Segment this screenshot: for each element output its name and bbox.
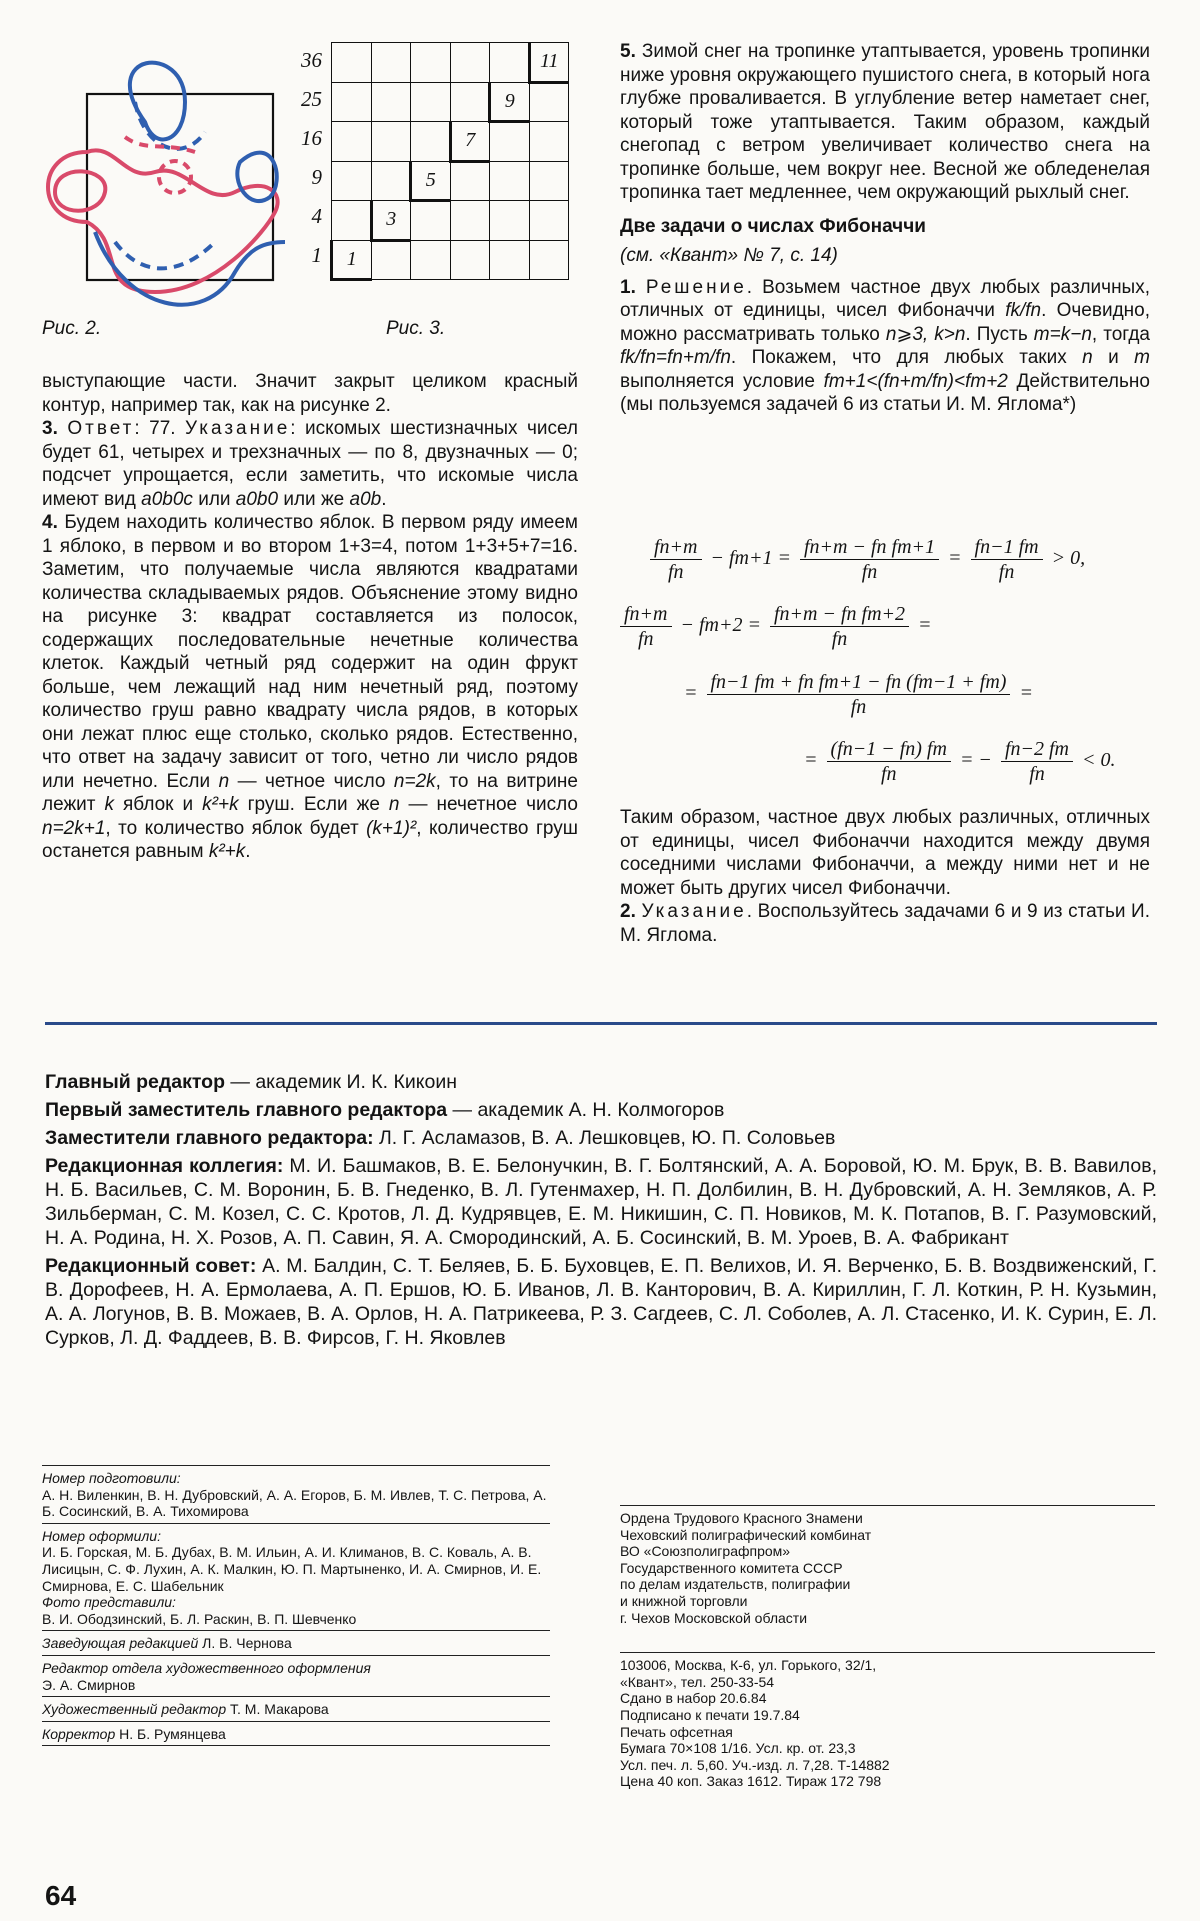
eq-den: fn <box>880 763 897 785</box>
text-run: — нечетное число <box>399 794 579 815</box>
eq-op: < 0. <box>1082 749 1116 772</box>
formula: n <box>1082 347 1093 368</box>
figure-3-grid <box>330 42 569 281</box>
text-run: груш. Если же <box>238 794 389 815</box>
fig3-diag-number: 9 <box>490 82 530 122</box>
text-run: . Пусть <box>965 323 1034 345</box>
value: — академик А. Н. Колмогоров <box>447 1099 725 1121</box>
fig3-row-label: 1 <box>311 243 322 267</box>
formula: a0b <box>349 488 382 510</box>
publication-line: 103006, Москва, К-6, ул. Горького, 32/1, <box>620 1657 877 1674</box>
eq-op: = − <box>959 749 992 772</box>
editorial-board <box>45 1070 1157 1354</box>
text-run: , то количество яблок будет <box>105 817 367 839</box>
fig3-diag-number: 3 <box>371 201 411 241</box>
text-run: выполняется условие <box>620 370 824 392</box>
publication-line: Сдано в набор 20.6.84 <box>620 1690 767 1707</box>
formula: m=k−n <box>1033 323 1092 345</box>
printer-line: Ордена Трудового Красного Знамени <box>620 1510 863 1526</box>
item-number: 5. <box>620 41 636 62</box>
formula: k²+k <box>208 841 246 862</box>
eq-den: fn <box>831 628 848 650</box>
designed-label: Номер оформили: <box>42 1527 161 1544</box>
text-run: . <box>381 488 387 510</box>
publication-line: «Квант», тел. 250-33-54 <box>620 1673 775 1690</box>
eq-num: fn+m − fn fm+2 <box>770 602 909 627</box>
paragraph-4 <box>42 511 578 864</box>
formula: m <box>1134 347 1150 368</box>
paragraph-5 <box>620 40 1150 205</box>
printer-line: Чеховский полиграфический комбинат <box>620 1526 872 1543</box>
proofreader <box>42 1726 550 1743</box>
prepared-label: Номер подготовили: <box>42 1470 181 1486</box>
label: Главный редактор <box>45 1071 225 1093</box>
fig3-row-label: 25 <box>301 87 322 111</box>
formula: n <box>218 770 230 792</box>
publication-line: Цена 40 коп. Заказ 1612. Тираж 172 798 <box>620 1773 882 1790</box>
formula: n=2k <box>393 770 436 792</box>
publication-line: Печать офсетная <box>620 1723 733 1740</box>
figure-3-caption: Рис. 3. <box>386 318 446 339</box>
first-deputy <box>45 1098 1157 1122</box>
value: Т. М. Макарова <box>226 1701 329 1718</box>
eq-num: (fn−1 − fn) fm <box>827 737 951 762</box>
eq-op: = <box>1019 682 1033 705</box>
formula: (k+1)² <box>366 817 417 839</box>
label: Корректор <box>42 1725 116 1742</box>
printer-line: и книжной торговли <box>620 1592 748 1609</box>
value: Н. Б. Румянцева <box>115 1725 226 1742</box>
text-run: . Очевидно, можно рассматривать только <box>620 300 1151 345</box>
text-run: . Покажем, что для любых таких <box>730 347 1083 368</box>
section-divider <box>45 1022 1157 1025</box>
value: Л. В. Чернова <box>198 1635 292 1652</box>
red-inner-left <box>55 171 105 210</box>
text-run: . Возьмем частное двух любых различных, отличных от единицы, чисел Фибоначчи <box>620 276 1150 321</box>
text-run: : 77. <box>134 418 186 439</box>
eq-op: = <box>684 682 698 705</box>
formula: fk/fn=fn+m/fn <box>620 347 731 368</box>
prepared-names: А. Н. Виленкин, В. Н. Дубровский, А. А. Егоров, Б. М. Ивлев, Т. С. Петрова, А. Б. Сосинский, В. А. Тихомирова <box>42 1486 547 1520</box>
value: М. И. Башмаков, В. Е. Белонучкин, В. Г. Болтянский, А. А. Боровой, Ю. М. Брук, В. В. Вавилов, Н. Б. Васильев, С. М. Воронин, Б. В. Гнеденко, В. Л. Гутенмахер, Н. П. Долбилин, В. Н. Дубровский, А. Н. Земляков, А. Р. Зильберман, С. М. Козел, С. С. Кротов, Л. Д. Кудрявцев, Е. М. Никишин, С. П. Новиков, М. К. Потапов, В. Г. Разумовский, Н. А. Родина, Н. Х. Розов, А. П. Савин, Я. А. Смородинский, А. Б. Сосинский, В. М. Уроев, В. А. Фабрикант <box>45 1155 1157 1249</box>
head-of-office <box>42 1635 550 1652</box>
eq-den: fn <box>637 628 654 650</box>
formula: k <box>104 794 114 815</box>
formula: k²+k <box>202 794 239 815</box>
text-run: Зимой снег на тропинке утаптывается, уровень тропинки ниже уровня окружающего пушистого снега, в который нога глубже проваливается. В углубление ветер наметает снег, который тоже утаптывается. Таким образом, каждый снегопад с ветром увеличивает количество снега на тропинке больше, чем вокруг нее. Весной же обледенелая тропинка тает медленнее, чем окружающий рыхлый снег. <box>620 41 1150 203</box>
eq-num: fn+m − fn fm+1 <box>800 535 939 560</box>
equation-1 <box>650 535 1089 584</box>
publication-line: Подписано к печати 19.7.84 <box>620 1706 800 1723</box>
eq-num: fn+m <box>620 602 672 627</box>
equation-2 <box>620 602 936 651</box>
section-subheading: (см. «Квант» № 7, с. 14) <box>620 245 838 266</box>
photo-names: В. И. Ободзинский, Б. Л. Раскин, В. П. Шевченко <box>42 1610 357 1627</box>
printer-line: по делам издательств, полиграфии <box>620 1576 851 1593</box>
solution-1 <box>620 276 1150 417</box>
art-editor <box>42 1701 550 1718</box>
eq-op: = <box>948 547 962 570</box>
text-run: , количество груш останется равным <box>42 817 578 862</box>
value: А. М. Балдин, С. Т. Беляев, Б. Б. Буховцев, Е. П. Велихов, И. Я. Верченко, Б. В. Воздвиженский, Г. В. Дорофеев, Н. А. Ермолаева, А. П. Ершов, Ю. Б. Иванов, Л. В. Канторович, В. А. Кириллин, Г. Л. Коткин, Р. Н. Кузьмин, А. А. Логунов, В. В. Можаев, В. А. Орлов, Н. А. Патрикеева, Р. З. Сагдеев, С. Л. Соболев, А. Л. Стасенко, И. К. Сурин, Е. Л. Сурков, Л. Д. Фаддеев, В. В. Фирсов, Г. Н. Яковлев <box>45 1255 1157 1349</box>
eq-op: = <box>804 749 818 772</box>
fig3-diag-number: 11 <box>529 43 569 83</box>
art-dept-name: Э. А. Смирнов <box>42 1676 136 1693</box>
blue-contour-bottom <box>95 232 285 305</box>
text-run: . <box>245 841 251 862</box>
eq-den: fn <box>1029 763 1045 785</box>
eq-num: fn−1 fm + fn fm+1 − fn (fm−1 + fm) <box>707 670 1011 695</box>
text-run: : искомых шестизначных чисел будет 61, четырех и трехзначных — по 8, двузначных — 0; подсчет упрощается, если заметить, что искомые числа имеют вид <box>42 418 579 510</box>
deputies <box>45 1126 1157 1150</box>
label: Художественный редактор <box>42 1701 227 1718</box>
text-run: , то на витрине лежит <box>42 770 578 815</box>
eq-op: − fm+1 = <box>710 547 791 570</box>
text-run: , тогда <box>1091 323 1150 345</box>
page-number: 64 <box>45 1880 77 1911</box>
item-number: 4. <box>42 512 58 533</box>
value: — академик И. К. Кикоин <box>225 1071 458 1093</box>
text-run: или <box>192 488 236 510</box>
solution-2 <box>620 900 1150 947</box>
editorial-council <box>45 1254 1157 1350</box>
text-run: . Воспользуйтесь задачами 6 и 9 из статьи И. М. Яглома. <box>620 901 1150 946</box>
fig3-row-label: 9 <box>311 165 322 189</box>
eq-den: fn <box>850 696 867 718</box>
eq-num: fn−1 fm <box>971 535 1043 560</box>
formula: fk/fn <box>1005 300 1042 321</box>
eq-num: fn−2 fm <box>1001 737 1073 762</box>
fig3-row-label: 4 <box>311 204 322 228</box>
label: Редакционный совет: <box>45 1255 257 1277</box>
item-number: 1. <box>620 276 636 298</box>
blue-contour-top <box>130 63 185 140</box>
item-number: 2. <box>620 901 636 922</box>
label: Первый заместитель главного редактора <box>45 1099 448 1121</box>
formula: a0b0 <box>235 488 279 510</box>
formula: n <box>388 794 400 815</box>
text-run: Действительно (мы пользуемся задачей 6 из статьи И. М. Яглома*) <box>620 370 1150 415</box>
section-heading: Две задачи о числах Фибоначчи <box>620 215 926 237</box>
right-column-top <box>620 40 1150 417</box>
editorial-collegium <box>45 1154 1157 1250</box>
right-column-bottom <box>620 806 1150 947</box>
fig3-row-label: 36 <box>301 48 322 72</box>
label: Заместители главного редактора: <box>45 1127 374 1149</box>
fig3-diag-number: 1 <box>332 240 372 280</box>
text-run: или же <box>278 488 350 510</box>
publication-line: Усл. печ. л. 5,60. Уч.-изд. л. 7,28. Т-14882 <box>620 1756 890 1773</box>
figure-2-caption: Рис. 2. <box>42 318 102 339</box>
equation-4 <box>800 737 1120 786</box>
equation-3 <box>680 670 1037 719</box>
eq-num: fn+m <box>650 535 702 560</box>
formula: n=2k+1 <box>42 817 106 839</box>
eq-den: fn <box>667 561 684 583</box>
formula: a0b0c <box>141 488 193 510</box>
printer-line: Государственного комитета СССР <box>620 1559 843 1576</box>
solution-word: Решение <box>645 276 747 298</box>
label: Заведующая редакцией <box>42 1635 199 1652</box>
designed-names: И. Б. Горская, М. Б. Дубах, В. М. Ильин, А. И. Климанов, В. С. Коваль, А. В. Лисицын, С. Ф. Лухин, А. К. Малкин, Ю. П. Мартыненко, И. А. Смирнов, И. Е. Смирнова, Е. С. Шабельник <box>42 1544 542 1594</box>
eq-den: fn <box>998 561 1015 583</box>
eq-den: fn <box>861 561 878 583</box>
value: Л. Г. Асламазов, В. А. Лешковцев, Ю. П. Соловьев <box>373 1127 836 1149</box>
blue-dashed-bottom <box>115 242 215 268</box>
solution-1-conclusion: Таким образом, частное двух любых различных, отличных от единицы, чисел Фибоначчи находится между двумя соседними числами Фибоначчи, а между ними нет и не может быть других чисел Фибоначчи. <box>620 807 1150 899</box>
hint-word: Указание <box>641 901 747 922</box>
formula: n⩾3, k>n <box>885 323 966 345</box>
formula: fm+1<(fn+m/fn)<fm+2 <box>823 370 1008 392</box>
left-column <box>42 370 578 864</box>
blue-contour-right <box>237 153 276 201</box>
printer-block <box>620 1502 1155 1790</box>
text-run: и <box>1092 347 1135 368</box>
fig3-diag-number: 7 <box>450 122 490 162</box>
art-dept-label: Редактор отдела художественного оформления <box>42 1659 371 1676</box>
hint-word: Указание <box>185 418 291 439</box>
paragraph-2-end: выступающие части. Значит закрыт целиком красный контур, например так, как на рисунке 2. <box>42 371 578 416</box>
publication-line: Бумага 70×108 1/16. Усл. кр. от. 23,3 <box>620 1740 856 1757</box>
paragraph-3 <box>42 417 578 511</box>
printer-line: г. Чехов Московской области <box>620 1609 808 1626</box>
chief-editor <box>45 1070 1157 1094</box>
eq-op: − fm+2 = <box>680 614 761 637</box>
text-run: Будем находить количество яблок. В первом ряду имеем 1 яблоко, в первом и во втором 1+3=4, потом 1+3+5+7=16. Заметим, что получаемые числа являются квадратами количества складываемых рядов. Объяснение этому видно на рисунке 3: квадрат составляется из полосок, содержащих последовательные нечетные количества клеток. Каждый четный ряд содержит на один фрукт больше, чем лежащий над ним нечетный ряд, поэтому количество груш равно квадрату числа рядов, в которых они лежат плюс еще столько, сколько рядов. Естественно, что ответ на задачу зависит от того, четно ли число рядов или нечетно. Если <box>42 512 578 792</box>
credits-block <box>42 1462 550 1750</box>
label: Редакционная коллегия: <box>45 1155 284 1177</box>
fig3-diag-number: 5 <box>411 161 451 201</box>
figure-2-diagram <box>35 42 285 327</box>
fig3-row-label: 16 <box>301 126 322 150</box>
answer-word: Ответ <box>67 418 135 439</box>
text-run: — четное число <box>229 770 394 792</box>
eq-op: > 0, <box>1051 547 1086 570</box>
text-run: яблок и <box>113 794 203 815</box>
printer-line: ВО «Союзполиграфпром» <box>620 1543 791 1560</box>
item-number: 3. <box>42 418 58 439</box>
photo-label: Фото представили: <box>42 1594 176 1611</box>
eq-op: = <box>918 614 932 637</box>
